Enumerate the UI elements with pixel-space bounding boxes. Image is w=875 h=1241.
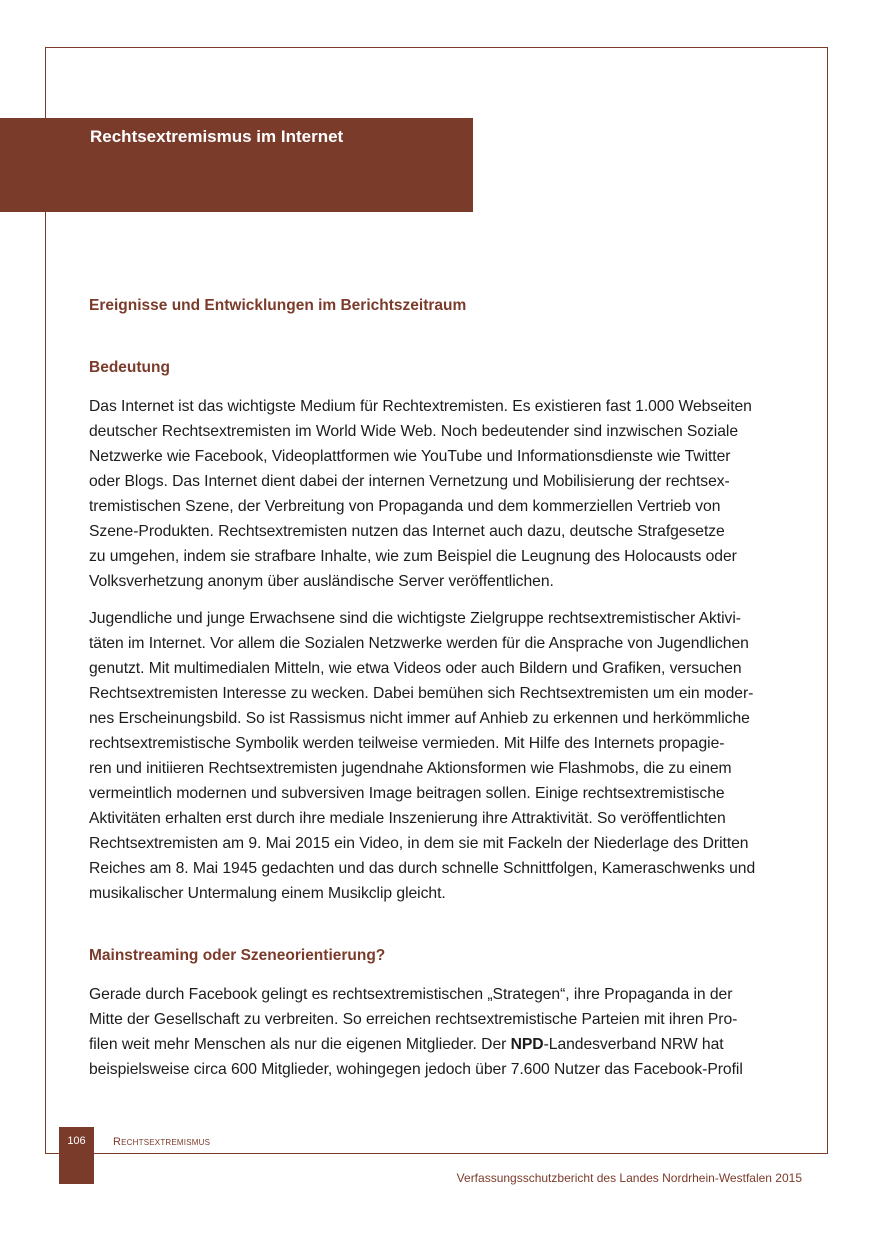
text-line: oder Blogs. Das Internet dient dabei der internen Vernetzung und Mobilisierung der rechtsex- xyxy=(89,473,730,490)
paragraph-2 xyxy=(89,606,804,906)
text-line: Rechtsextremisten am 9. Mai 2015 ein Video, in dem sie mit Fackeln der Niederlage des Dritten xyxy=(89,835,749,852)
page-number: 106 xyxy=(67,1135,86,1147)
text-line: Aktivitäten erhalten erst durch ihre mediale Inszenierung ihre Attraktivität. So veröffentlichten xyxy=(89,810,726,827)
party-name-bold: NPD xyxy=(510,1036,544,1053)
text-line: Szene-Produkten. Rechtsextremisten nutzen das Internet auch dazu, deutsche Strafgesetze xyxy=(89,523,725,540)
text-line: tremistischen Szene, der Verbreitung von Propaganda und dem kommerziellen Vertrieb von xyxy=(89,498,721,515)
text-run: filen weit mehr Menschen als nur die eigenen Mitglieder. Der xyxy=(89,1036,511,1053)
subheading-meaning: Bedeutung xyxy=(89,359,170,376)
text-line: Netzwerke wie Facebook, Videoplattformen wie YouTube und Informationsdienste wie Twitter xyxy=(89,448,731,465)
text-line xyxy=(89,1032,804,1057)
text-line: Jugendliche und junge Erwachsene sind die wichtigste Zielgruppe rechtsextremistischer Aktivi- xyxy=(89,610,741,627)
text-line: Gerade durch Facebook gelingt es rechtsextremistischen „Strategen“, ihre Propaganda in der xyxy=(89,986,733,1003)
text-line: ren und initiieren Rechtsextremisten jugendnahe Aktionsformen wie Flashmobs, die zu einem xyxy=(89,760,732,777)
text-line: genutzt. Mit multimedialen Mitteln, wie etwa Videos oder auch Bildern und Grafiken, versuchen xyxy=(89,660,742,677)
text-line: Das Internet ist das wichtigste Medium für Rechtextremisten. Es existieren fast 1.000 Webseiten xyxy=(89,398,752,415)
text-line: zu umgehen, indem sie strafbare Inhalte, wie zum Beispiel die Leugnung des Holocausts oder xyxy=(89,548,737,565)
text-line: musikalischer Untermalung einem Musikclip gleicht. xyxy=(89,885,446,902)
text-line: täten im Internet. Vor allem die Sozialen Netzwerke werden für die Ansprache von Jugendlichen xyxy=(89,635,749,652)
text-line: beispielsweise circa 600 Mitglieder, wohingegen jedoch über 7.600 Nutzer das Facebook-Profil xyxy=(89,1061,743,1078)
paragraph-1 xyxy=(89,394,804,594)
text-line: deutscher Rechtsextremisten im World Wide Web. Noch bedeutender sind inzwischen Soziale xyxy=(89,423,739,440)
text-line: rechtsextremistische Symbolik werden teilweise vermieden. Mit Hilfe des Internets propagie- xyxy=(89,735,725,752)
text-line: nes Erscheinungsbild. So ist Rassismus nicht immer auf Anhieb zu erkennen und herkömmliche xyxy=(89,710,750,727)
section-heading-events: Ereignisse und Entwicklungen im Berichtszeitraum xyxy=(89,297,467,314)
chapter-title: Rechtsextremismus im Internet xyxy=(90,127,344,146)
text-line: vermeintlich modernen und subversiven Image beitragen sollen. Einige rechtsextremistische xyxy=(89,785,725,802)
text-run: -Landesverband NRW hat xyxy=(543,1036,724,1053)
report-title: Verfassungsschutzbericht des Landes Nordrhein-Westfalen 2015 xyxy=(456,1171,802,1185)
text-line: Reiches am 8. Mai 1945 gedachten und das durch schnelle Schnittfolgen, Kameraschwenks und xyxy=(89,860,756,877)
page-content xyxy=(89,296,804,1082)
text-line: Volksverhetzung anonym über ausländische Server veröffentlichen. xyxy=(89,573,554,590)
running-section-label: Rechtsextremismus xyxy=(113,1136,211,1148)
subheading-mainstreaming: Mainstreaming oder Szeneorientierung? xyxy=(89,947,386,964)
paragraph-3 xyxy=(89,982,804,1082)
text-line: Rechtsextremisten Interesse zu wecken. Dabei bemühen sich Rechtsextremisten um ein moder- xyxy=(89,685,754,702)
page-number-box xyxy=(59,1127,94,1184)
text-line: Mitte der Gesellschaft zu verbreiten. So erreichen rechtsextremistische Parteien mit ihren Pro- xyxy=(89,1011,738,1028)
